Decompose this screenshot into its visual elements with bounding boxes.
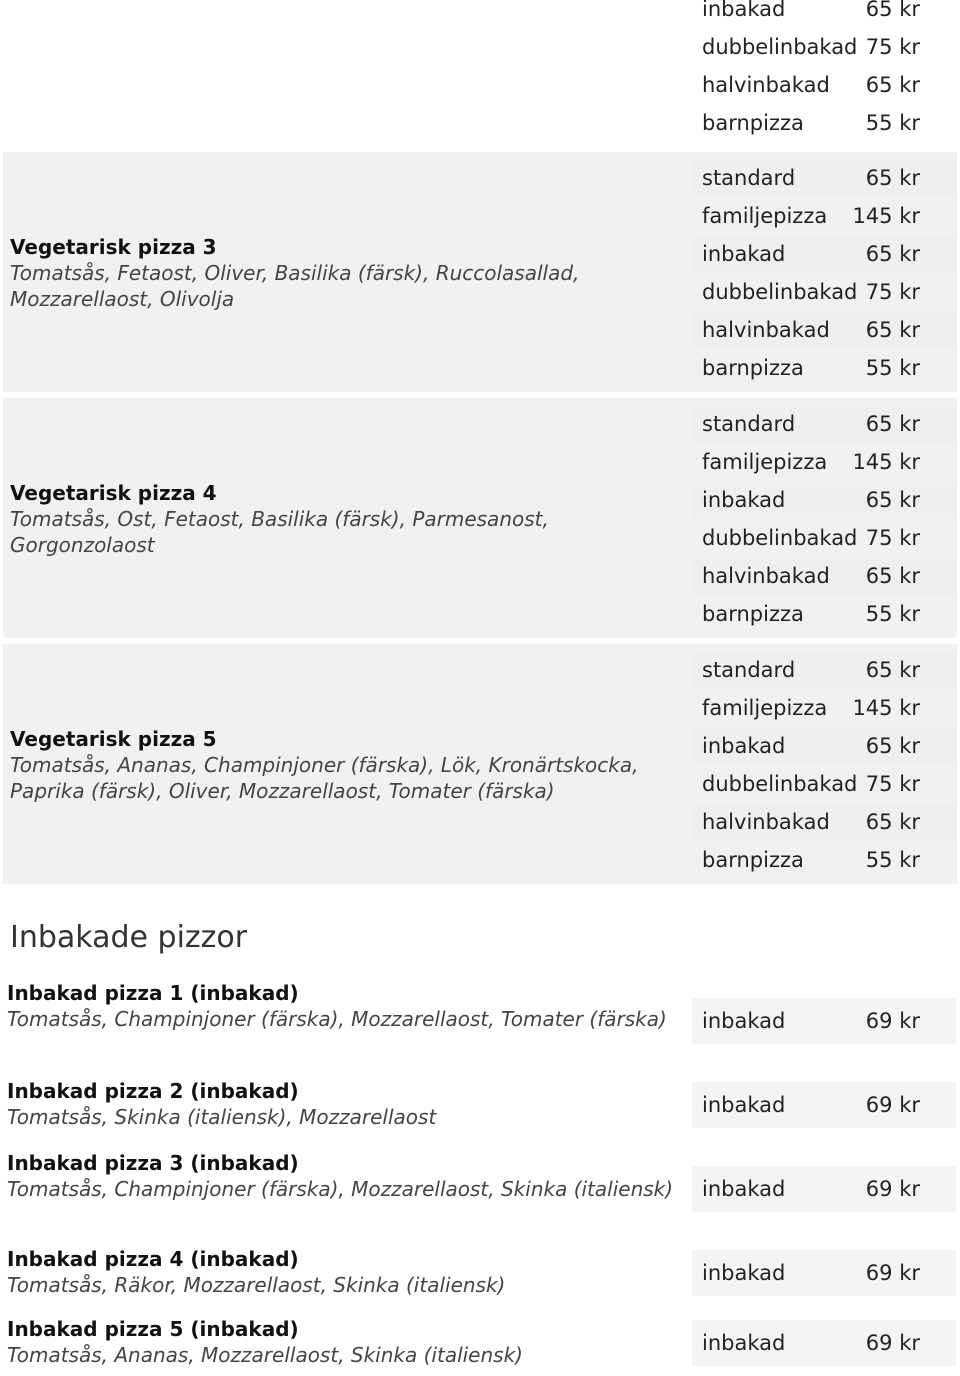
size-label: inbakad [702, 0, 786, 21]
pizza-name: Inbakad pizza 4 (inbakad) [7, 1247, 299, 1271]
inbakad-item [3, 1142, 957, 1234]
pizza-ingredients: Tomatsås, Ananas, Champinjoner (färska), Lök, Kronärtskocka, Paprika (färsk), Oliver, Mozzarellaost, Tomater (färska) [10, 753, 639, 803]
price-row [692, 728, 956, 765]
size-label: inbakad [702, 1261, 786, 1285]
pizza-name: Vegetarisk pizza 4 [10, 481, 217, 505]
price-value: 69 kr [865, 1093, 920, 1117]
price-row [692, 482, 956, 519]
pizza-name: Inbakad pizza 2 (inbakad) [7, 1079, 299, 1103]
size-label: halvinbakad [702, 564, 830, 588]
pizza-description [7, 1078, 682, 1130]
price-value: 69 kr [865, 1261, 920, 1285]
price-box [692, 1166, 956, 1212]
price-row [692, 274, 956, 311]
price-row [692, 0, 956, 28]
size-label: inbakad [702, 1331, 786, 1355]
size-label: inbakad [702, 488, 786, 512]
size-label: dubbelinbakad [702, 526, 858, 550]
price-value: 55 kr [865, 602, 920, 626]
pizza-ingredients: Tomatsås, Champinjoner (färska), Mozzarellaost, Tomater (färska) [7, 1007, 667, 1031]
price-value: 65 kr [865, 412, 920, 436]
size-label: familjepizza [702, 204, 828, 228]
price-row [692, 596, 956, 633]
price-box [692, 1082, 956, 1128]
price-value: 69 kr [865, 1009, 920, 1033]
inbakad-item [3, 1070, 957, 1140]
size-label: standard [702, 412, 796, 436]
size-label: dubbelinbakad [702, 280, 858, 304]
price-value: 55 kr [865, 356, 920, 380]
price-value: 65 kr [865, 318, 920, 342]
pizza-description [7, 1316, 682, 1368]
pizza-ingredients: Tomatsås, Ananas, Mozzarellaost, Skinka (italiensk) [7, 1343, 523, 1367]
size-label: inbakad [702, 242, 786, 266]
pizza-description [7, 1246, 682, 1298]
price-row [692, 520, 956, 557]
price-value: 145 kr [852, 450, 920, 474]
price-value: 145 kr [852, 204, 920, 228]
price-value: 75 kr [865, 280, 920, 304]
price-row [692, 766, 956, 803]
pizza-description [10, 726, 685, 804]
price-row [692, 312, 956, 349]
pizza-ingredients: Tomatsås, Räkor, Mozzarellaost, Skinka (italiensk) [7, 1273, 506, 1297]
price-row [692, 350, 956, 387]
price-value: 75 kr [865, 772, 920, 796]
price-row [692, 444, 956, 481]
price-value: 65 kr [865, 488, 920, 512]
price-row [692, 236, 956, 273]
pizza-name: Inbakad pizza 1 (inbakad) [7, 981, 299, 1005]
pizza-name: Inbakad pizza 5 (inbakad) [7, 1317, 299, 1341]
price-value: 65 kr [865, 810, 920, 834]
size-label: barnpizza [702, 848, 804, 872]
price-row [692, 160, 956, 197]
price-value: 75 kr [865, 526, 920, 550]
pizza-ingredients: Tomatsås, Skinka (italiensk), Mozzarellaost [7, 1105, 437, 1129]
price-row [692, 842, 956, 879]
price-row [692, 558, 956, 595]
size-label: inbakad [702, 1093, 786, 1117]
price-value: 65 kr [865, 242, 920, 266]
price-row [692, 105, 956, 142]
price-row [692, 652, 956, 689]
price-value: 69 kr [865, 1177, 920, 1201]
price-value: 65 kr [865, 564, 920, 588]
price-value: 65 kr [865, 166, 920, 190]
pizza-name: Vegetarisk pizza 5 [10, 727, 217, 751]
price-value: 145 kr [852, 696, 920, 720]
pizza-item [3, 152, 957, 392]
price-value: 55 kr [865, 848, 920, 872]
pizza-description [7, 980, 682, 1032]
price-box [692, 1320, 956, 1366]
size-label: halvinbakad [702, 810, 830, 834]
pizza-item [3, 398, 957, 638]
pizza-ingredients: Tomatsås, Champinjoner (färska), Mozzarellaost, Skinka (italiensk) [7, 1177, 674, 1201]
price-box [692, 998, 956, 1044]
pizza-description [10, 480, 685, 558]
section-title: Inbakade pizzor [10, 920, 248, 955]
size-label: standard [702, 658, 796, 682]
inbakad-item [3, 1238, 957, 1308]
inbakad-item [3, 1310, 957, 1376]
price-row [692, 198, 956, 235]
inbakad-item [3, 972, 957, 1064]
price-value: 65 kr [865, 73, 920, 97]
price-box [692, 1250, 956, 1296]
pizza-ingredients: Tomatsås, Ost, Fetaost, Basilika (färsk), Parmesanost, Gorgonzolaost [10, 507, 549, 557]
size-label: familjepizza [702, 450, 828, 474]
price-row [692, 406, 956, 443]
pizza-name: Inbakad pizza 3 (inbakad) [7, 1151, 299, 1175]
price-value: 65 kr [865, 658, 920, 682]
pizza-item [3, 644, 957, 884]
pizza-description [10, 234, 685, 312]
size-label: dubbelinbakad [702, 35, 858, 59]
pizza-ingredients: Tomatsås, Fetaost, Oliver, Basilika (färsk), Ruccolasallad, Mozzarellaost, Olivolja [10, 261, 580, 311]
pizza-name: Vegetarisk pizza 3 [10, 235, 217, 259]
size-label: inbakad [702, 1009, 786, 1033]
size-label: barnpizza [702, 356, 804, 380]
size-label: standard [702, 166, 796, 190]
size-label: dubbelinbakad [702, 772, 858, 796]
price-row [692, 29, 956, 66]
size-label: barnpizza [702, 111, 804, 135]
price-value: 75 kr [865, 35, 920, 59]
price-row [692, 67, 956, 104]
price-value: 69 kr [865, 1331, 920, 1355]
size-label: barnpizza [702, 602, 804, 626]
price-value: 65 kr [865, 734, 920, 758]
price-row [692, 690, 956, 727]
pizza-description [7, 1150, 682, 1202]
size-label: halvinbakad [702, 73, 830, 97]
price-row [692, 804, 956, 841]
size-label: halvinbakad [702, 318, 830, 342]
size-label: familjepizza [702, 696, 828, 720]
size-label: inbakad [702, 734, 786, 758]
size-label: inbakad [702, 1177, 786, 1201]
price-value: 55 kr [865, 111, 920, 135]
price-value: 65 kr [865, 0, 920, 21]
